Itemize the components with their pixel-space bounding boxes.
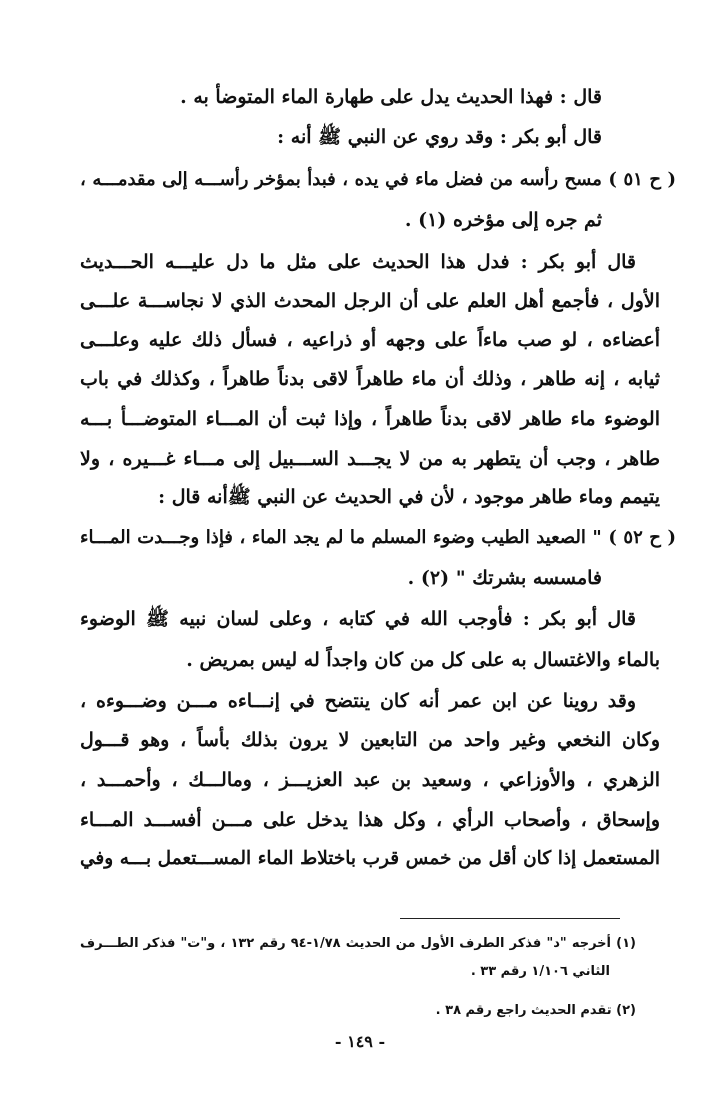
footnote-separator	[400, 918, 620, 919]
body-line-17: وكان النخعي وغير واحد من التابعين لا يرون بذلك بأساً ، وهو قـــول	[80, 729, 660, 751]
footnote-1-line-2: الثاني ١/١٠٦ رقم ٣٣ .	[470, 964, 610, 979]
body-line-20: المستعمل إذا كان أقل من خمس قرب باختلاط الماء المســـتعمل بـــه وفي	[80, 848, 660, 869]
body-line-11: يتيمم وماء طاهر موجود ، لأن في الحديث عن النبي ﷺأنه قال :	[158, 486, 660, 508]
body-line-19: وإسحاق ، وأصحاب الرأي ، وكل هذا يدخل على مـــن أفســـد المـــاء	[80, 809, 660, 831]
body-line-12: ( ح ٥٢ ) " الصعيد الطيب وضوء المسلم ما لم يجد الماء ، فإذا وجـــدت المـــاء	[80, 527, 676, 548]
body-line-6: الأول ، فأجمع أهل العلم على أن الرجل المحدث الذي لا نجاســـة علـــى	[80, 290, 660, 312]
footnote-2: (٢) تقدم الحديث راجع رقم ٣٨ .	[435, 1003, 636, 1018]
body-line-8: ثيابه ، إنه طاهر ، وذلك أن ماء طاهراً لاقى بدناً طاهراً ، وكذلك في باب	[80, 368, 660, 390]
body-line-16: وقد روينا عن ابن عمر أنه كان ينتضح في إنـــاءه مـــن وضـــوءه ،	[80, 690, 636, 712]
body-line-3: ( ح ٥١ ) مسح رأسه من فضل ماء في يده ، فبدأ بمؤخر رأســـه إلى مقدمـــه ،	[80, 169, 676, 190]
body-line-14: قال أبو بكر : فأوجب الله في كتابه ، وعلى لسان نبيه ﷺ الوضوء	[80, 608, 636, 630]
body-line-15: بالماء والاغتسال به على كل من كان واجداً له ليس بمريض .	[186, 649, 660, 671]
body-line-10: طاهر ، وجب أن يتطهر به من لا يجـــد الســـبيل إلى مـــاء غـــيره ، ولا	[80, 448, 660, 470]
body-line-4: ثم جره إلى مؤخره (١) .	[404, 209, 602, 231]
body-line-5: قال أبو بكر : فدل هذا الحديث على مثل ما دل عليـــه الحـــديث	[80, 251, 636, 273]
footnote-1-line-1: (١) أخرجه "د" فذكر الطرف الأول من الحديث ١/٧٨-٩٤ رقم ١٣٢ ، و"ت" فذكر الطـــرف	[80, 936, 636, 951]
body-line-18: الزهري ، والأوزاعي ، وسعيد بن عبد العزيـــز ، ومالـــك ، وأحمـــد ،	[80, 769, 660, 791]
body-line-1: قال : فهذا الحديث يدل على طهارة الماء المتوضأ به .	[180, 86, 602, 108]
body-line-7: أعضاءه ، لو صب ماءاً على وجهه أو ذراعيه ، فسأل ذلك عليه وعلـــى	[80, 329, 660, 351]
page-number: - ١٤٩ -	[334, 1032, 386, 1051]
body-line-2: قال أبو بكر : وقد روي عن النبي ﷺ أنه :	[277, 126, 602, 148]
body-line-9: الوضوء ماء طاهر لاقى بدناً طاهراً ، وإذا ثبت أن المـــاء المتوضـــأ بـــه	[80, 408, 660, 430]
body-line-13: فامسسه بشرتك " (٢) .	[407, 567, 602, 589]
